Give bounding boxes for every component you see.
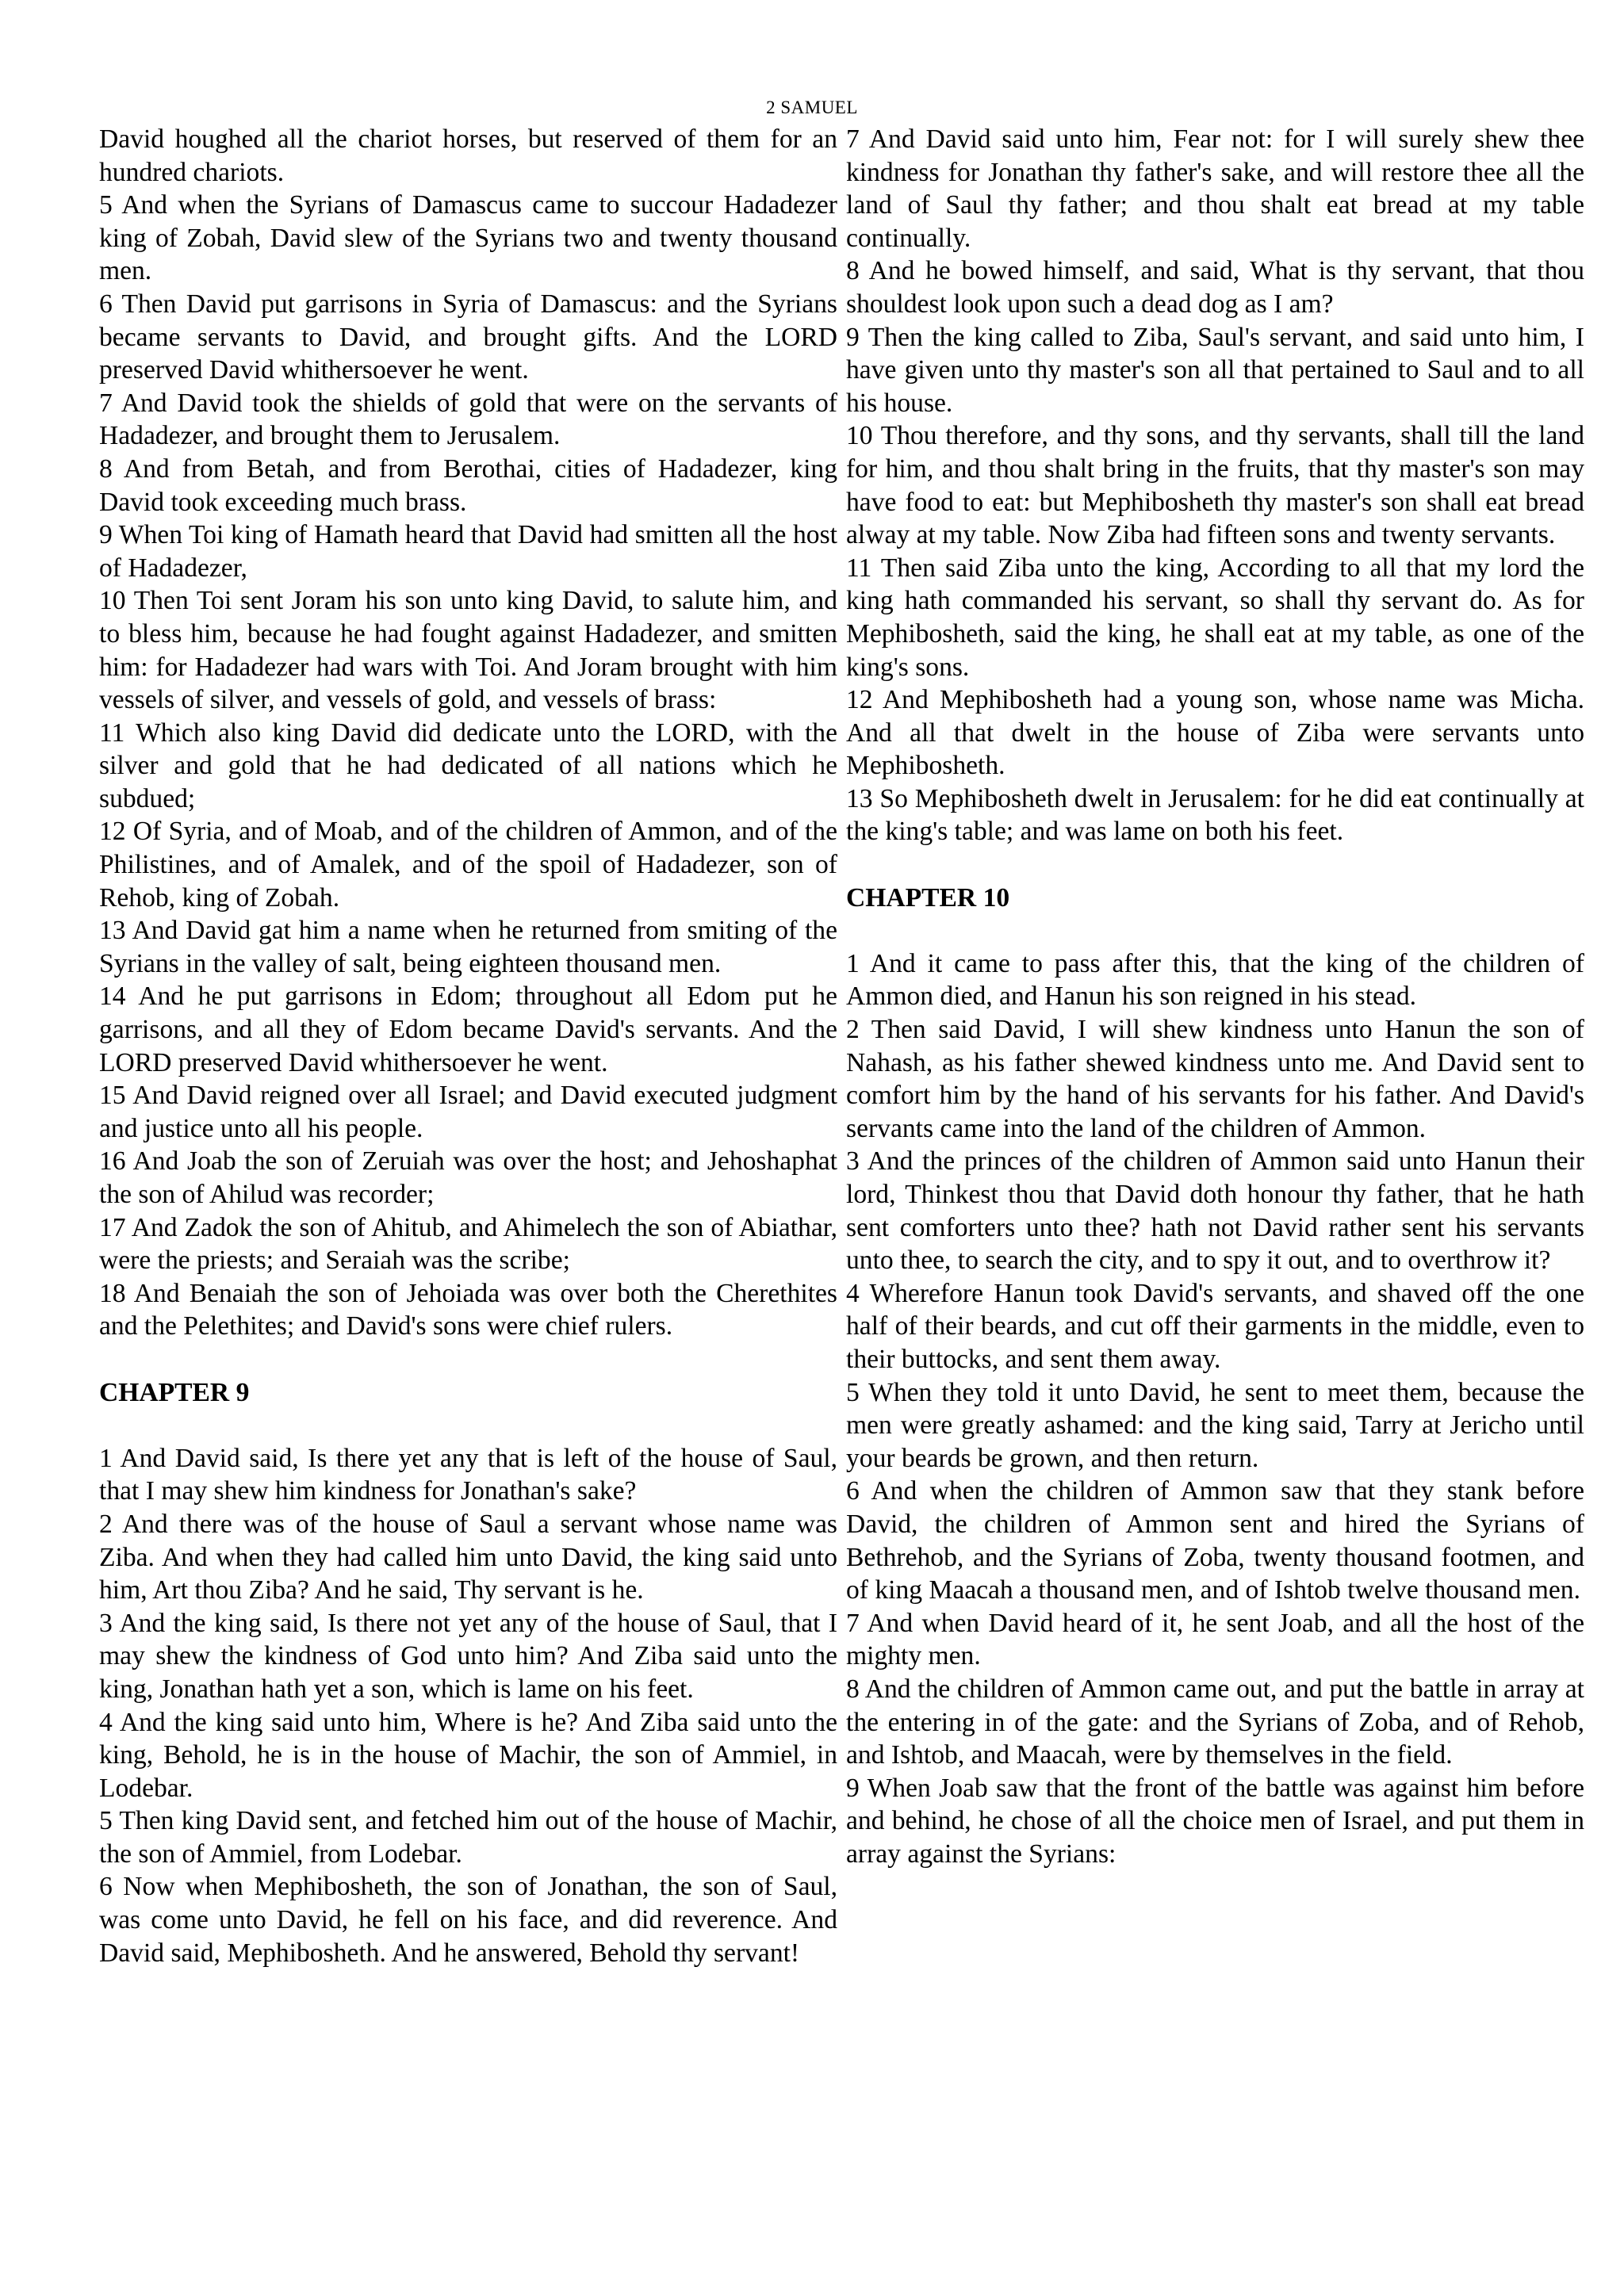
verse: 4 And the king said unto him, Where is he? And Ziba said unto the king, Behold, he is in the house of Machir, the son of Ammiel, in Lodebar. xyxy=(99,1707,837,1803)
verse: 13 So Mephibosheth dwelt in Jerusalem: for he did eat continually at the king's table; and was lame on both his feet. xyxy=(846,783,1584,847)
verse: 9 When Joab saw that the front of the battle was against him before and behind, he chose of all the choice men of Israel, and put them in array against the Syrians: xyxy=(846,1773,1584,1869)
verse: 17 And Zadok the son of Ahitub, and Ahimelech the son of Abiathar, were the priests; and Seraiah was the scribe; xyxy=(99,1212,837,1276)
verse: 7 And David took the shields of gold that were on the servants of Hadadezer, and brought them to Jerusalem. xyxy=(99,388,837,451)
verse: 5 Then king David sent, and fetched him out of the house of Machir, the son of Ammiel, from Lodebar. xyxy=(99,1806,837,1869)
verse: 6 Now when Mephibosheth, the son of Jonathan, the son of Saul, was come unto David, he fell on his face, and did reverence. And David said, Mephibosheth. And he answered, Behold thy servant! xyxy=(99,1872,837,1968)
verse: 10 Thou therefore, and thy sons, and thy servants, shall till the land for him, and thou shalt bring in the fruits, that thy master's son may have food to eat: but Mephibosheth thy master's son shall eat bread alway at my table. Now Ziba had fifteen sons and twenty servants. xyxy=(846,421,1584,550)
verse: 7 And David said unto him, Fear not: for I will surely shew thee kindness for Jonathan thy father's sake, and will restore thee all the land of Saul thy father; and thou shalt eat bread at my table continually. xyxy=(846,124,1584,253)
verse: 5 And when the Syrians of Damascus came to succour Hadadezer king of Zobah, David slew of the Syrians two and twenty thousand men. xyxy=(99,190,837,286)
verse: 14 And he put garrisons in Edom; throughout all Edom put he garrisons, and all they of Edom became David's servants. And the LORD preserved David whithersoever he went. xyxy=(99,982,837,1077)
verse: 2 Then said David, I will shew kindness unto Hanun the son of Nahash, as his father shewed kindness unto me. And David sent to comfort him by the hand of his servants for his father. And David's servants came into the land of the children of Ammon. xyxy=(846,1015,1584,1143)
verse: 8 And he bowed himself, and said, What is thy servant, that thou shouldest look upon such a dead dog as I am? xyxy=(846,256,1584,319)
verse: 10 Then Toi sent Joram his son unto king David, to salute him, and to bless him, because he had fought against Hadadezer, and smitten him: for Hadadezer had wars with Toi. And Joram brought with him vessels of silver, and vessels of gold, and vessels of brass: xyxy=(99,586,837,715)
verse: 11 Which also king David did dedicate unto the LORD, with the silver and gold that he had dedicated of all nations which he subdued; xyxy=(99,718,837,813)
verse: 2 And there was of the house of Saul a servant whose name was Ziba. And when they had called him unto David, the king said unto him, Art thou Ziba? And he said, Thy servant is he. xyxy=(99,1509,837,1605)
spacer xyxy=(846,914,1584,947)
verse: 6 And when the children of Ammon saw that they stank before David, the children of Ammon sent and hired the Syrians of Bethrehob, and the Syrians of Zoba, twenty thousand footmen, and of king Maacah a thousand men, and of Ishtob twelve thousand men. xyxy=(846,1476,1584,1605)
chapter-heading: CHAPTER 10 xyxy=(846,882,1010,913)
verse: 18 And Benaiah the son of Jehoiada was over both the Cherethites and the Pelethites; and David's sons were chief rulers. xyxy=(99,1278,837,1341)
left-column xyxy=(99,123,837,1969)
verse: 9 When Toi king of Hamath heard that David had smitten all the host of Hadadezer, xyxy=(99,520,837,583)
verse: 8 And the children of Ammon came out, and put the battle in array at the entering in of the gate: and the Syrians of Zoba, and of Rehob, and Ishtob, and Maacah, were by themselves in the field. xyxy=(846,1674,1584,1770)
verse: 1 And it came to pass after this, that the king of the children of Ammon died, and Hanun his son reigned in his stead. xyxy=(846,948,1584,1012)
verse: 4 Wherefore Hanun took David's servants, and shaved off the one half of their beards, and cut off their garments in the middle, even to their buttocks, and sent them away. xyxy=(846,1278,1584,1374)
spacer xyxy=(846,848,1584,882)
verse: 12 And Mephibosheth had a young son, whose name was Micha. And all that dwelt in the house of Ziba were servants unto Mephibosheth. xyxy=(846,685,1584,781)
right-column xyxy=(846,123,1584,1870)
verse: 1 And David said, Is there yet any that is left of the house of Saul, that I may shew him kindness for Jonathan's sake? xyxy=(99,1443,837,1506)
verse: 15 And David reigned over all Israel; and David executed judgment and justice unto all his people. xyxy=(99,1081,837,1143)
verse: 8 And from Betah, and from Berothai, cities of Hadadezer, king David took exceeding much brass. xyxy=(99,453,837,517)
running-header: 2 SAMUEL xyxy=(766,98,858,117)
verse: David houghed all the chariot horses, but reserved of them for an hundred chariots. xyxy=(99,124,837,187)
verse: 3 And the king said, Is there not yet any of the house of Saul, that I may shew the kindness of God unto him? And Ziba said unto the king, Jonathan hath yet a son, which is lame on his feet. xyxy=(99,1608,837,1704)
verse: 7 And when David heard of it, he sent Joab, and all the host of the mighty men. xyxy=(846,1608,1584,1671)
verse: 11 Then said Ziba unto the king, According to all that my lord the king hath commanded his servant, so shall thy servant do. As for Mephibosheth, said the king, he shall eat at my table, as one of the king's sons. xyxy=(846,553,1584,682)
spacer xyxy=(99,1409,837,1442)
verse: 3 And the princes of the children of Ammon said unto Hanun their lord, Thinkest thou that David doth honour thy father, that he hath sent comforters unto thee? hath not David rather sent his servants unto thee, to search the city, and to spy it out, and to overthrow it? xyxy=(846,1146,1584,1276)
verse: 16 And Joab the son of Zeruiah was over the host; and Jehoshaphat the son of Ahilud was recorder; xyxy=(99,1146,837,1209)
chapter-heading: CHAPTER 9 xyxy=(99,1377,250,1407)
verse: 13 And David gat him a name when he returned from smiting of the Syrians in the valley of salt, being eighteen thousand men. xyxy=(99,916,837,978)
spacer xyxy=(99,1343,837,1376)
verse: 12 Of Syria, and of Moab, and of the children of Ammon, and of the Philistines, and of Amalek, and of the spoil of Hadadezer, son of Rehob, king of Zobah. xyxy=(99,817,837,913)
verse: 6 Then David put garrisons in Syria of Damascus: and the Syrians became servants to David, and brought gifts. And the LORD preserved David whithersoever he went. xyxy=(99,289,837,385)
verse: 5 When they told it unto David, he sent to meet them, because the men were greatly ashamed: and the king said, Tarry at Jericho until your beards be grown, and then return. xyxy=(846,1377,1584,1473)
verse: 9 Then the king called to Ziba, Saul's servant, and said unto him, I have given unto thy master's son all that pertained to Saul and to all his house. xyxy=(846,322,1584,418)
